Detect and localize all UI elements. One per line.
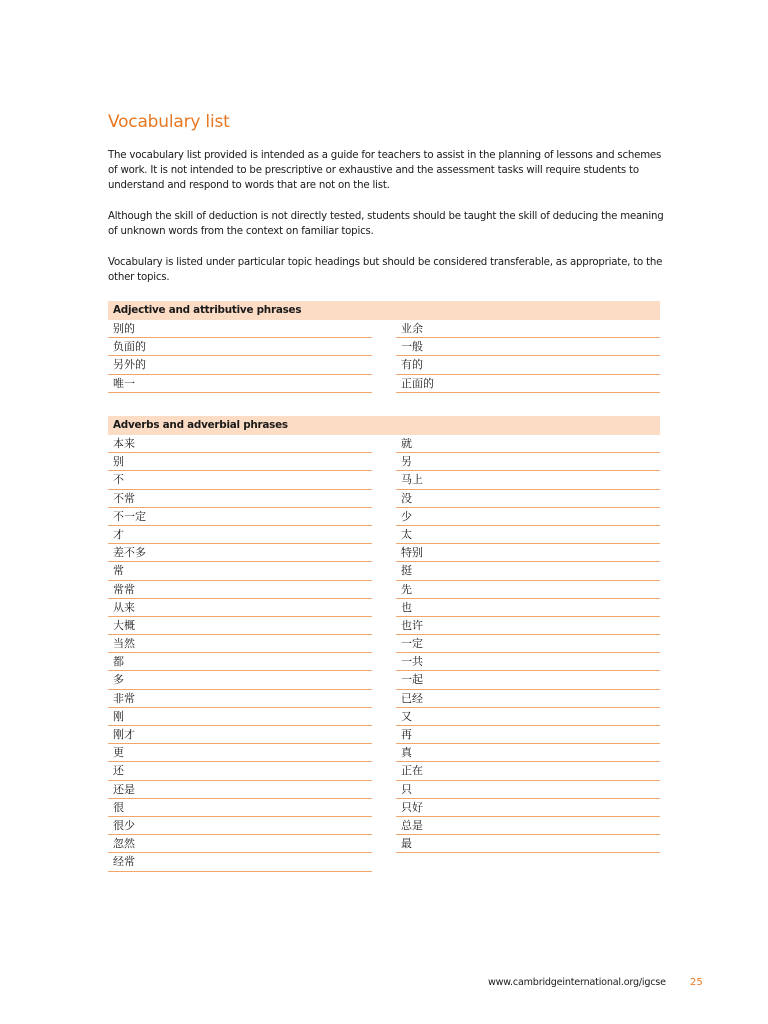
right-column — [396, 320, 660, 393]
vocab-item: 别 — [108, 453, 372, 471]
vocab-item: 都 — [108, 653, 372, 671]
vocab-item: 挺 — [396, 562, 660, 580]
section-heading: Adjective and attributive phrases — [108, 301, 660, 320]
vocab-item: 非常 — [108, 690, 372, 708]
page-title: Vocabulary list — [108, 112, 230, 132]
vocab-item: 刚 — [108, 708, 372, 726]
adjective-section — [108, 301, 660, 390]
vocab-item: 不一定 — [108, 508, 372, 526]
vocab-item: 正在 — [396, 762, 660, 780]
vocab-item: 也 — [396, 599, 660, 617]
adverb-section — [108, 416, 660, 869]
vocab-item: 业余 — [396, 320, 660, 338]
vocab-item: 还是 — [108, 781, 372, 799]
vocab-item: 另外的 — [108, 356, 372, 374]
vocab-item: 大概 — [108, 617, 372, 635]
vocab-item: 特别 — [396, 544, 660, 562]
vocab-item: 常 — [108, 562, 372, 580]
vocab-item: 还 — [108, 762, 372, 780]
vocab-item: 很少 — [108, 817, 372, 835]
vocab-item: 有的 — [396, 356, 660, 374]
vocab-item: 经常 — [108, 853, 372, 871]
vocab-item: 当然 — [108, 635, 372, 653]
right-column — [396, 435, 660, 853]
left-column — [108, 320, 372, 393]
vocab-item: 一般 — [396, 338, 660, 356]
vocab-item: 更 — [108, 744, 372, 762]
vocab-item: 就 — [396, 435, 660, 453]
vocab-item: 才 — [108, 526, 372, 544]
vocab-item: 一定 — [396, 635, 660, 653]
vocab-item: 只好 — [396, 799, 660, 817]
vocab-item: 一共 — [396, 653, 660, 671]
section-heading: Adverbs and adverbial phrases — [108, 416, 660, 435]
vocab-item: 唯一 — [108, 375, 372, 393]
vocab-item: 忽然 — [108, 835, 372, 853]
footer-url[interactable]: www.cambridgeinternational.org/igcse — [488, 977, 666, 988]
vocab-item: 负面的 — [108, 338, 372, 356]
vocab-item: 再 — [396, 726, 660, 744]
vocab-item: 不 — [108, 471, 372, 489]
vocab-item: 不常 — [108, 490, 372, 508]
vocab-item: 常常 — [108, 581, 372, 599]
vocab-item: 另 — [396, 453, 660, 471]
vocab-item: 马上 — [396, 471, 660, 489]
vocab-item: 太 — [396, 526, 660, 544]
vocab-item: 先 — [396, 581, 660, 599]
vocab-item: 只 — [396, 781, 660, 799]
vocab-item: 最 — [396, 835, 660, 853]
vocab-item: 正面的 — [396, 375, 660, 393]
vocab-item: 多 — [108, 671, 372, 689]
deduction-paragraph: Although the skill of deduction is not directly tested, students should be taught the skill of deducing the meaning of unknown words from the context on familiar topics. — [108, 211, 664, 237]
vocab-item: 很 — [108, 799, 372, 817]
vocab-item: 已经 — [396, 690, 660, 708]
intro-paragraph: The vocabulary list provided is intended as a guide for teachers to assist in the planning of lessons and schemes of work. It is not intended to be prescriptive or exhaustive and the assessment tasks will require students to understand and respond to words that are not on the list. — [108, 150, 662, 191]
vocab-item: 总是 — [396, 817, 660, 835]
vocab-item: 差不多 — [108, 544, 372, 562]
vocab-item: 本来 — [108, 435, 372, 453]
vocab-item: 刚才 — [108, 726, 372, 744]
left-column — [108, 435, 372, 872]
topics-paragraph: Vocabulary is listed under particular topic headings but should be considered transferable, as appropriate, to the other topics. — [108, 257, 663, 283]
vocab-item: 一起 — [396, 671, 660, 689]
vocab-item: 别的 — [108, 320, 372, 338]
vocab-item: 没 — [396, 490, 660, 508]
vocab-item: 又 — [396, 708, 660, 726]
vocab-item: 真 — [396, 744, 660, 762]
page-number: 25 — [690, 977, 703, 988]
vocab-item: 从来 — [108, 599, 372, 617]
vocab-item: 少 — [396, 508, 660, 526]
vocab-item: 也许 — [396, 617, 660, 635]
